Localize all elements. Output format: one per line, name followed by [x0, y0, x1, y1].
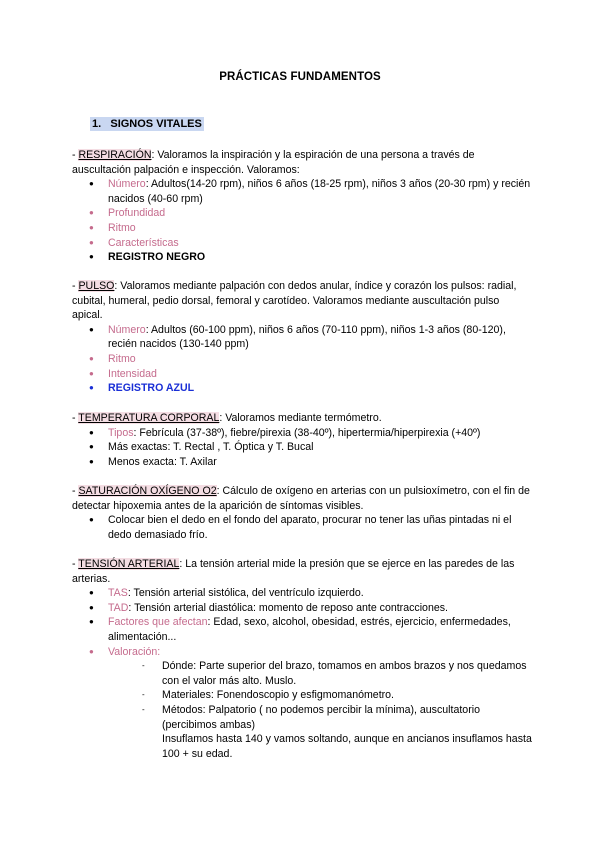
- temperatura-term: TEMPERATURA CORPORAL: [78, 412, 220, 424]
- valoracion-colon: :: [157, 645, 161, 658]
- tension-term: TENSIÓN ARTERIAL: [78, 558, 180, 570]
- section-number: 1.: [92, 118, 102, 130]
- registro-azul: ● REGISTRO AZUL: [108, 381, 532, 396]
- numero-text: : Adultos (60-100 ppm), niños 6 años (70-110 ppm), niños 1-3 años (80-120), recién nacidos (130-140 ppm): [108, 323, 506, 351]
- insuflamos-text: Insuflamos hasta 140 y vamos soltando, aunque en ancianos insuflamos hasta 100 + su edad.: [162, 733, 532, 760]
- sublist-item: - Materiales: Fonendoscopio y esfigmomanómetro.: [162, 688, 536, 703]
- section-heading: [90, 118, 204, 130]
- tension-list: [72, 586, 536, 761]
- tas-key: TAS: [108, 587, 128, 600]
- pulso-intro-text: : Valoramos mediante palpación con dedos anular, índice y corazón los pulsos: radial, cubital, humeral, pedio dorsal, femoral y carotídeo. Valoramos mediante auscultación pulso apical.: [72, 280, 517, 322]
- numero-text: : Adultos(14-20 rpm), niños 6 años (18-25 rpm), niños 3 años (20-30 rpm) y recién nacidos (40-60 rpm): [108, 178, 531, 205]
- saturacion-list: [72, 513, 532, 542]
- section-label: SIGNOS VITALES: [110, 118, 202, 130]
- pulso-term: PULSO: [78, 280, 115, 292]
- saturacion-block: [72, 484, 532, 542]
- factores-text: : Edad, sexo, alcohol, obesidad, estrés, ejercicio, enfermedades, alimentación...: [108, 616, 511, 643]
- respiracion-term: RESPIRACIÓN: [78, 149, 152, 161]
- dash: -: [72, 558, 79, 570]
- factores-key: Factores que afectan: [108, 616, 208, 629]
- dash: -: [72, 485, 79, 497]
- list-item: [108, 645, 536, 762]
- page-title: PRÁCTICAS FUNDAMENTOS: [219, 71, 381, 83]
- dash: -: [72, 280, 79, 292]
- section-heading-highlight: [90, 117, 204, 131]
- numero-key: Número: [108, 323, 146, 336]
- list-item: [108, 615, 536, 644]
- list-item: [108, 323, 532, 352]
- pulso-intro: [72, 279, 532, 323]
- tad-key: TAD: [108, 601, 129, 614]
- list-item: ● Más exactas: T. Rectal , T. Óptica y T. Bucal: [108, 440, 532, 455]
- valoracion-sublist: [108, 659, 536, 761]
- tension-block: [72, 557, 536, 761]
- tension-intro: [72, 557, 536, 586]
- metodos-text: Métodos: Palpatorio ( no podemos percibir la mínima), auscultatorio (percibimos ambas): [162, 703, 480, 731]
- list-item: [108, 426, 532, 441]
- pulso-list: [72, 323, 532, 396]
- list-item: [108, 601, 536, 616]
- temperatura-intro-text: : Valoramos mediante termómetro.: [219, 412, 382, 424]
- list-item: ● Características: [108, 236, 532, 251]
- temperatura-list: [72, 426, 532, 470]
- saturacion-intro: [72, 484, 532, 513]
- registro-negro: ● REGISTRO NEGRO: [108, 250, 532, 265]
- dash: -: [72, 149, 79, 161]
- pulso-block: [72, 279, 532, 396]
- list-item: [108, 586, 536, 601]
- list-item: ● Ritmo: [108, 352, 532, 367]
- tension-intro-text: : La tensión arterial mide la presión que se ejerce en las paredes de las arterias.: [72, 558, 515, 585]
- valoracion-key: Valoración: [108, 645, 158, 658]
- sublist-item: - Dónde: Parte superior del brazo, tomamos en ambos brazos y nos quedamos con el valor más alto. Muslo.: [162, 659, 536, 688]
- list-item: [108, 177, 532, 206]
- respiracion-block: [72, 148, 532, 265]
- respiracion-list: [72, 177, 532, 265]
- list-item: ● Intensidad: [108, 367, 532, 382]
- tas-text: : Tensión arterial sistólica, del ventrículo izquierdo.: [127, 587, 364, 600]
- saturacion-term: SATURACIÓN OXÍGENO O2: [78, 485, 217, 497]
- numero-key: Número: [108, 178, 146, 191]
- dash: -: [72, 412, 79, 424]
- respiracion-intro-text: : Valoramos la inspiración y la espiración de una persona a través de auscultación palpación e inspección. Valoramos:: [72, 149, 475, 176]
- tipos-text: : Febrícula (37-38º), fiebre/pirexia (38-40º), hipertermia/hiperpirexia (+40º): [133, 426, 481, 439]
- list-item: ● Profundidad: [108, 206, 532, 221]
- temperatura-block: [72, 411, 532, 469]
- temperatura-intro: [72, 411, 532, 426]
- list-item: ● Menos exacta: T. Axilar: [108, 455, 532, 470]
- sublist-item: [162, 703, 536, 761]
- list-item: ● Ritmo: [108, 221, 532, 236]
- respiracion-intro: [72, 148, 532, 177]
- list-item: ● Colocar bien el dedo en el fondo del aparato, procurar no tener las uñas pintadas ni el dedo demasiado frío.: [108, 513, 532, 542]
- tad-text: : Tensión arterial diastólica: momento de reposo ante contracciones.: [128, 601, 448, 614]
- tipos-key: Tipos: [108, 426, 134, 439]
- saturacion-intro-text: : Cálculo de oxígeno en arterias con un pulsioxímetro, con el fin de detectar hipoxemia antes de la aparición de síntomas visibles.: [72, 485, 530, 512]
